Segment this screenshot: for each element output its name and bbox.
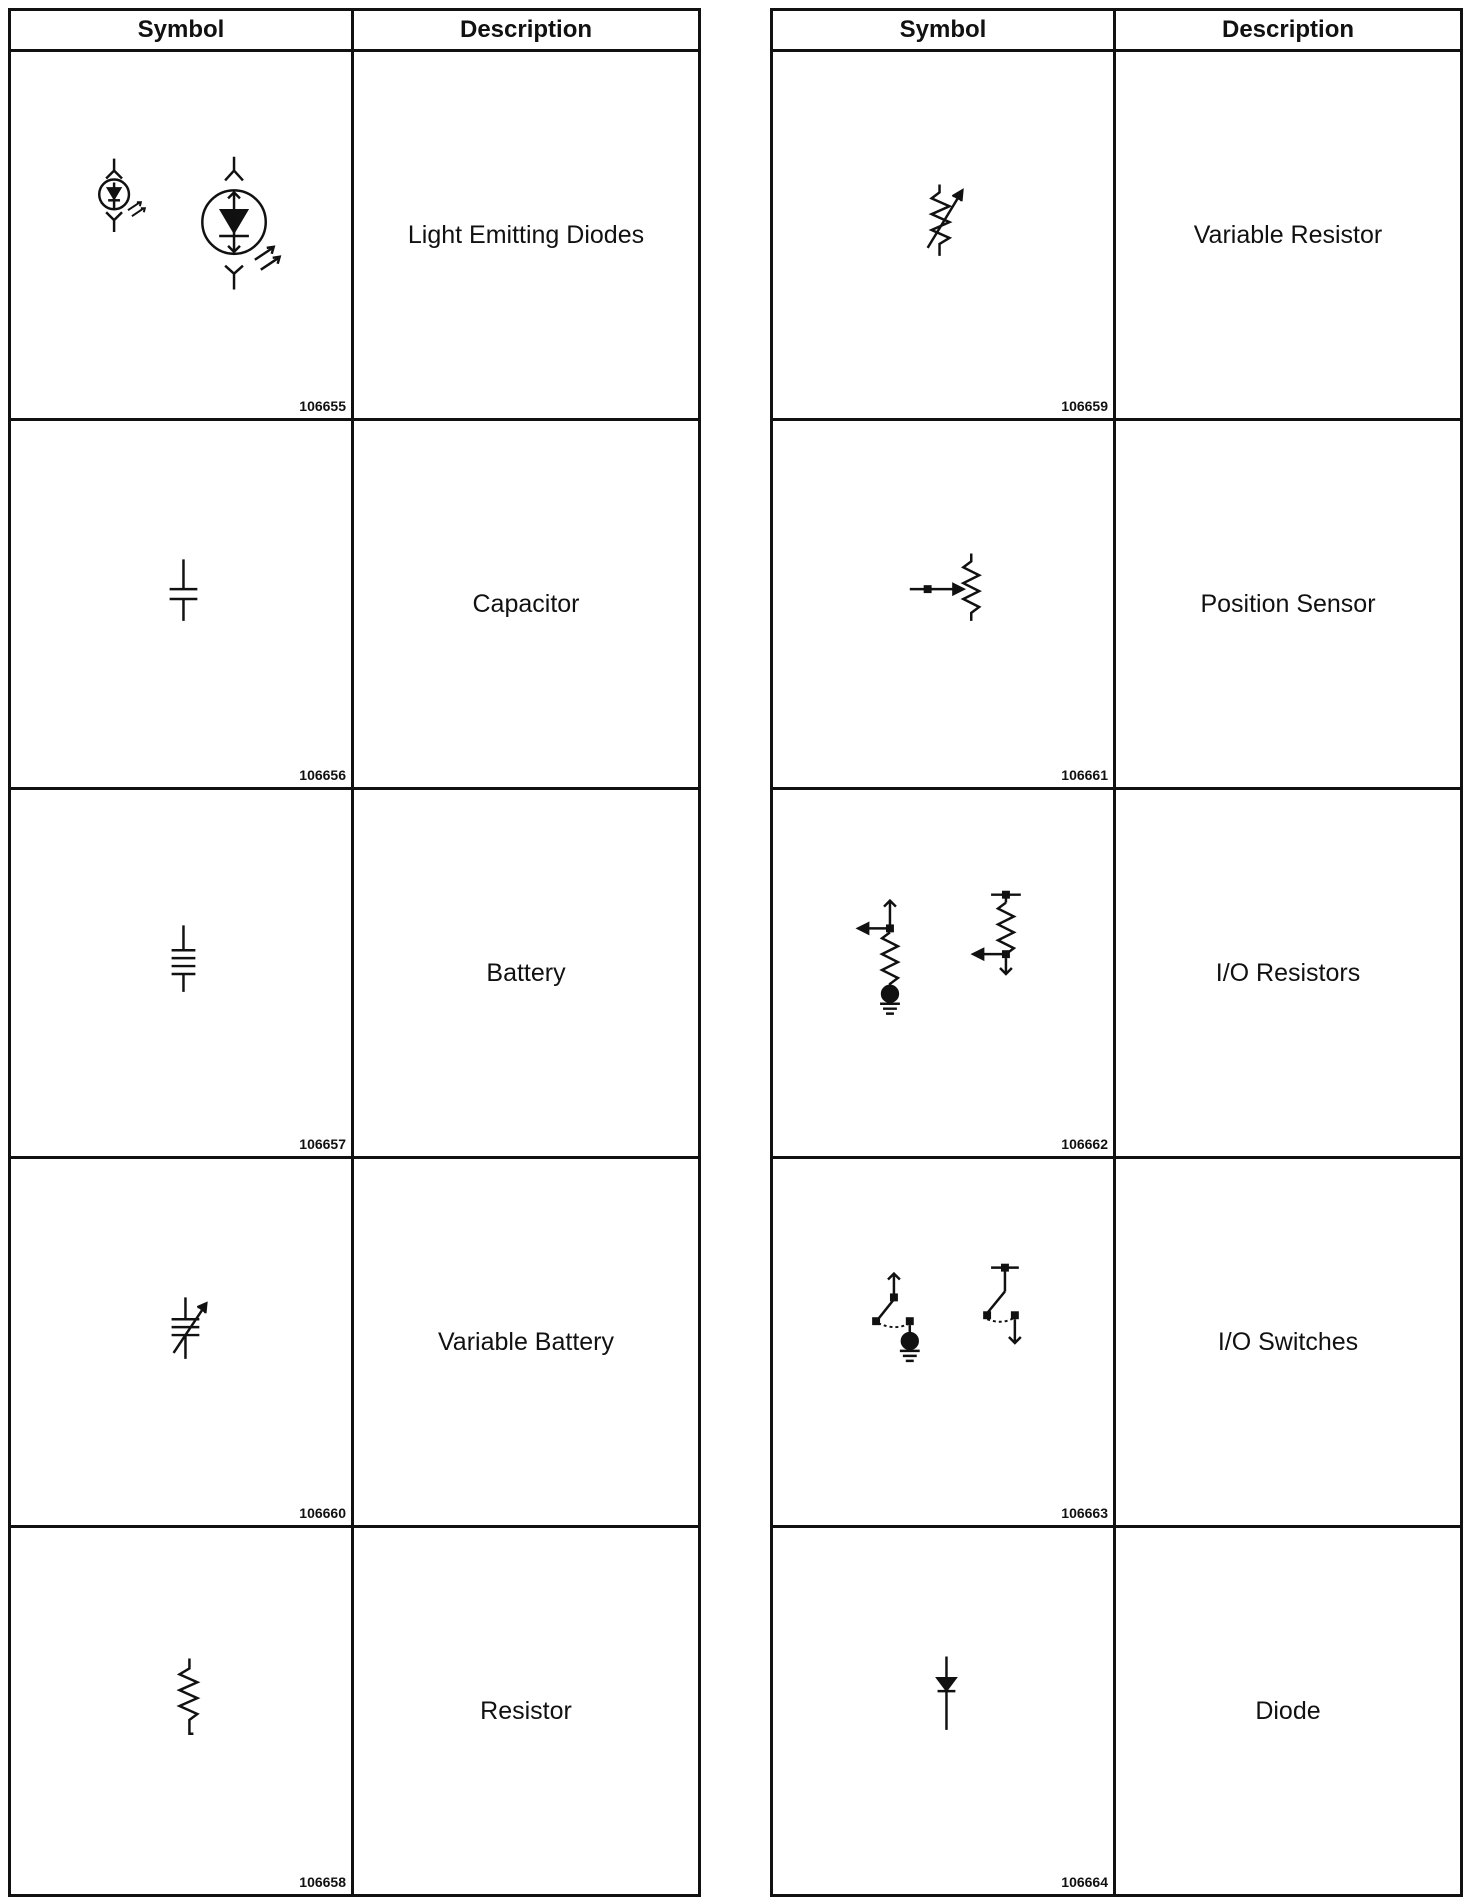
symbol-cell	[10, 1527, 353, 1896]
symbol-cell	[772, 789, 1115, 1158]
description-cell: Resistor	[353, 1527, 700, 1896]
figure-number: 106657	[299, 1136, 346, 1152]
io-resistors-icon	[773, 790, 1113, 1156]
description-cell: Light Emitting Diodes	[353, 51, 700, 420]
figure-number: 106664	[1061, 1874, 1108, 1890]
table-row	[772, 1527, 1462, 1896]
figure-number: 106662	[1061, 1136, 1108, 1152]
position-sensor-icon	[773, 421, 1113, 787]
symbol-cell	[10, 51, 353, 420]
description-cell: Position Sensor	[1115, 420, 1462, 789]
capacitor-icon	[11, 421, 351, 787]
symbol-cell	[10, 789, 353, 1158]
figure-number: 106663	[1061, 1505, 1108, 1521]
description-cell: I/O Resistors	[1115, 789, 1462, 1158]
table-row	[772, 1158, 1462, 1527]
table-row	[772, 51, 1462, 420]
battery-icon	[11, 790, 351, 1156]
io-switches-icon	[773, 1159, 1113, 1525]
table-row	[10, 789, 700, 1158]
symbol-cell	[10, 420, 353, 789]
table-row	[10, 1527, 700, 1896]
table-row	[772, 789, 1462, 1158]
light-emitting-diodes-icon	[11, 52, 351, 418]
description-column-header: Description	[1115, 10, 1462, 51]
table-row	[10, 420, 700, 789]
table-row	[772, 420, 1462, 789]
variable-resistor-icon	[773, 52, 1113, 418]
figure-number: 106655	[299, 398, 346, 414]
symbol-column-header: Symbol	[772, 10, 1115, 51]
description-cell: Diode	[1115, 1527, 1462, 1896]
table-header-row	[10, 10, 700, 51]
symbol-cell	[772, 420, 1115, 789]
symbol-column-header: Symbol	[10, 10, 353, 51]
description-cell: I/O Switches	[1115, 1158, 1462, 1527]
symbol-cell	[772, 1158, 1115, 1527]
symbol-cell	[772, 1527, 1115, 1896]
description-cell: Variable Resistor	[1115, 51, 1462, 420]
figure-number: 106659	[1061, 398, 1108, 414]
figure-number: 106658	[299, 1874, 346, 1890]
variable-battery-icon	[11, 1159, 351, 1525]
resistor-icon	[11, 1528, 351, 1894]
symbol-cell	[772, 51, 1115, 420]
figure-number: 106660	[299, 1505, 346, 1521]
diode-icon	[773, 1528, 1113, 1894]
description-cell: Battery	[353, 789, 700, 1158]
description-cell: Variable Battery	[353, 1158, 700, 1527]
table-row	[10, 1158, 700, 1527]
symbol-table-right	[770, 8, 1463, 1897]
figure-number: 106661	[1061, 767, 1108, 783]
symbol-cell	[10, 1158, 353, 1527]
table-header-row	[772, 10, 1462, 51]
figure-number: 106656	[299, 767, 346, 783]
description-cell: Capacitor	[353, 420, 700, 789]
table-row	[10, 51, 700, 420]
description-column-header: Description	[353, 10, 700, 51]
symbol-table-left	[8, 8, 701, 1897]
